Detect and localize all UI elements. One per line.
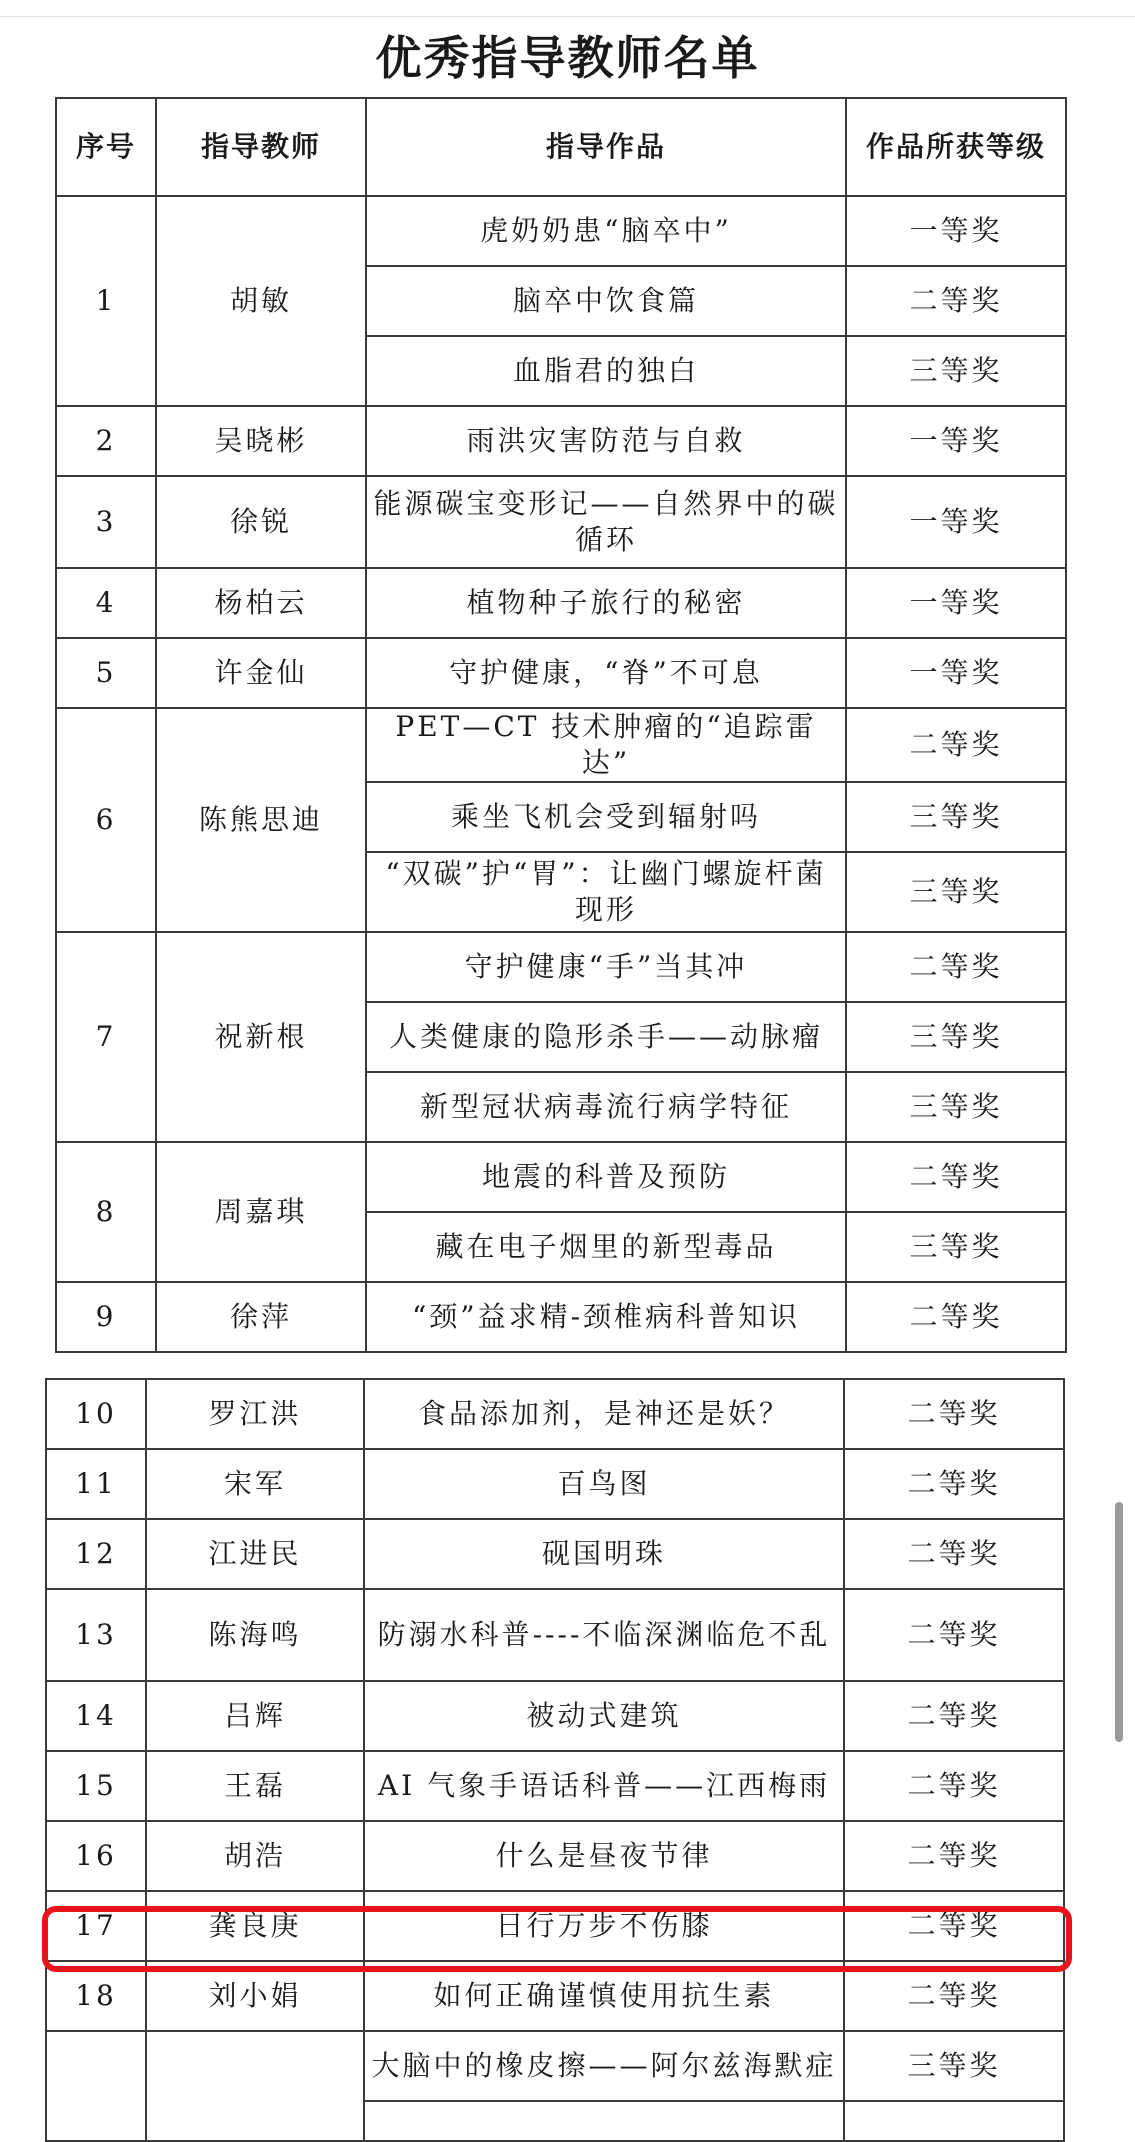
cell-work-title: 砚国明珠 [364,1519,844,1589]
cell-award: 一等奖 [846,568,1066,638]
cell-teacher: 许金仙 [156,638,366,708]
table-row [56,708,1066,782]
teacher-table-upper [55,97,1067,1353]
cell-work-title [364,2101,844,2141]
cell-index: 17 [46,1891,146,1961]
cell-teacher: 吴晓彬 [156,406,366,476]
cell-award: 三等奖 [846,782,1066,852]
cell-award: 二等奖 [844,1449,1064,1519]
cell-work-title: 藏在电子烟里的新型毒品 [366,1212,846,1282]
cell-work-title: 百鸟图 [364,1449,844,1519]
table-row [46,1449,1064,1519]
header-index: 序号 [56,98,156,196]
table-row [46,1751,1064,1821]
cell-award [844,2101,1064,2141]
cell-award: 二等奖 [844,1681,1064,1751]
cell-teacher: 周嘉琪 [156,1142,366,1282]
cell-award: 二等奖 [844,1961,1064,2031]
cell-index: 8 [56,1142,156,1282]
cell-index: 10 [46,1379,146,1449]
cell-index: 6 [56,708,156,932]
cell-work-title: 脑卒中饮食篇 [366,266,846,336]
table-row [56,476,1066,568]
cell-work-title: 新型冠状病毒流行病学特征 [366,1072,846,1142]
cell-work-title: 雨洪灾害防范与自救 [366,406,846,476]
teacher-table-lower [45,1378,1065,2142]
cell-index: 2 [56,406,156,476]
cell-award: 一等奖 [846,476,1066,568]
cell-work-title: PET—CT 技术肿瘤的“追踪雷达” [366,708,846,782]
cell-teacher: 徐锐 [156,476,366,568]
cell-index: 5 [56,638,156,708]
cell-work-title: 守护健康“手”当其冲 [366,932,846,1002]
cell-index: 9 [56,1282,156,1352]
scrollbar[interactable] [1115,1502,1123,1742]
cell-index: 1 [56,196,156,406]
cell-teacher: 刘小娟 [146,1961,364,2031]
table-row [56,1282,1066,1352]
table-row [46,1961,1064,2031]
cell-teacher: 祝新根 [156,932,366,1142]
cell-work-title: “双碳”护“胃”：让幽门螺旋杆菌现形 [366,852,846,932]
cell-work-title: 食品添加剂，是神还是妖？ [364,1379,844,1449]
cell-award: 二等奖 [844,1589,1064,1681]
cell-award: 二等奖 [846,932,1066,1002]
cell-work-title: 日行万步不伤膝 [364,1891,844,1961]
cell-award: 二等奖 [844,1519,1064,1589]
table-row [56,196,1066,266]
cell-award: 二等奖 [844,1379,1064,1449]
table-row [56,568,1066,638]
cell-work-title: 血脂君的独白 [366,336,846,406]
table-row [46,1681,1064,1751]
cell-teacher: 吕辉 [146,1681,364,1751]
cell-teacher: 胡浩 [146,1821,364,1891]
cell-teacher: 罗江洪 [146,1379,364,1449]
cell-award: 三等奖 [846,1072,1066,1142]
cell-teacher: 陈海鸣 [146,1589,364,1681]
table-header-row [56,98,1066,196]
cell-work-title: 什么是昼夜节律 [364,1821,844,1891]
cell-work-title: 植物种子旅行的秘密 [366,568,846,638]
cell-award: 三等奖 [846,1002,1066,1072]
cell-index: 18 [46,1961,146,2031]
cell-work-title: 守护健康，“脊”不可息 [366,638,846,708]
cell-award: 三等奖 [846,1212,1066,1282]
cell-award: 三等奖 [844,2031,1064,2101]
cell-index: 16 [46,1821,146,1891]
cell-teacher [146,2031,364,2141]
cell-work-title: AI 气象手语话科普——江西梅雨 [364,1751,844,1821]
cell-award: 二等奖 [844,1891,1064,1961]
cell-award: 一等奖 [846,406,1066,476]
cell-award: 二等奖 [846,266,1066,336]
cell-work-title: 人类健康的隐形杀手——动脉瘤 [366,1002,846,1072]
cell-award: 二等奖 [846,1142,1066,1212]
cell-teacher: 江进民 [146,1519,364,1589]
cell-award: 二等奖 [844,1821,1064,1891]
cell-teacher: 杨柏云 [156,568,366,638]
cell-award: 一等奖 [846,196,1066,266]
cell-work-title: 虎奶奶患“脑卒中” [366,196,846,266]
cell-work-title: 大脑中的橡皮擦——阿尔兹海默症 [364,2031,844,2101]
document-title: 优秀指导教师名单 [375,31,760,85]
cell-award: 二等奖 [846,1282,1066,1352]
cell-teacher: 王磊 [146,1751,364,1821]
cell-work-title: “颈”益求精-颈椎病科普知识 [366,1282,846,1352]
cell-index: 7 [56,932,156,1142]
cell-index: 14 [46,1681,146,1751]
cell-work-title: 如何正确谨慎使用抗生素 [364,1961,844,2031]
table-row [46,1589,1064,1681]
header-work: 指导作品 [366,98,846,196]
cell-teacher: 徐萍 [156,1282,366,1352]
cell-index: 4 [56,568,156,638]
table-row [56,932,1066,1002]
cell-teacher: 陈熊思迪 [156,708,366,932]
cell-work-title: 乘坐飞机会受到辐射吗 [366,782,846,852]
table-row [56,406,1066,476]
cell-work-title: 地震的科普及预防 [366,1142,846,1212]
header-award: 作品所获等级 [846,98,1066,196]
cell-index: 3 [56,476,156,568]
table-row [46,1821,1064,1891]
table-row [46,1379,1064,1449]
cell-award: 一等奖 [846,638,1066,708]
cell-index: 15 [46,1751,146,1821]
cell-teacher: 宋军 [146,1449,364,1519]
cell-work-title: 被动式建筑 [364,1681,844,1751]
table-row [46,1891,1064,1961]
table-row [46,2031,1064,2101]
cell-teacher: 胡敏 [156,196,366,406]
cell-index [46,2031,146,2141]
cell-work-title: 能源碳宝变形记——自然界中的碳循环 [366,476,846,568]
cell-award: 二等奖 [846,708,1066,782]
cell-award: 三等奖 [846,852,1066,932]
cell-index: 11 [46,1449,146,1519]
cell-work-title: 防溺水科普----不临深渊临危不乱 [364,1589,844,1681]
cell-teacher: 龚良庚 [146,1891,364,1961]
table-row [56,1142,1066,1212]
top-divider [0,16,1135,17]
cell-index: 13 [46,1589,146,1681]
table-row [46,1519,1064,1589]
cell-index: 12 [46,1519,146,1589]
cell-award: 二等奖 [844,1751,1064,1821]
cell-award: 三等奖 [846,336,1066,406]
header-teacher: 指导教师 [156,98,366,196]
table-row [56,638,1066,708]
